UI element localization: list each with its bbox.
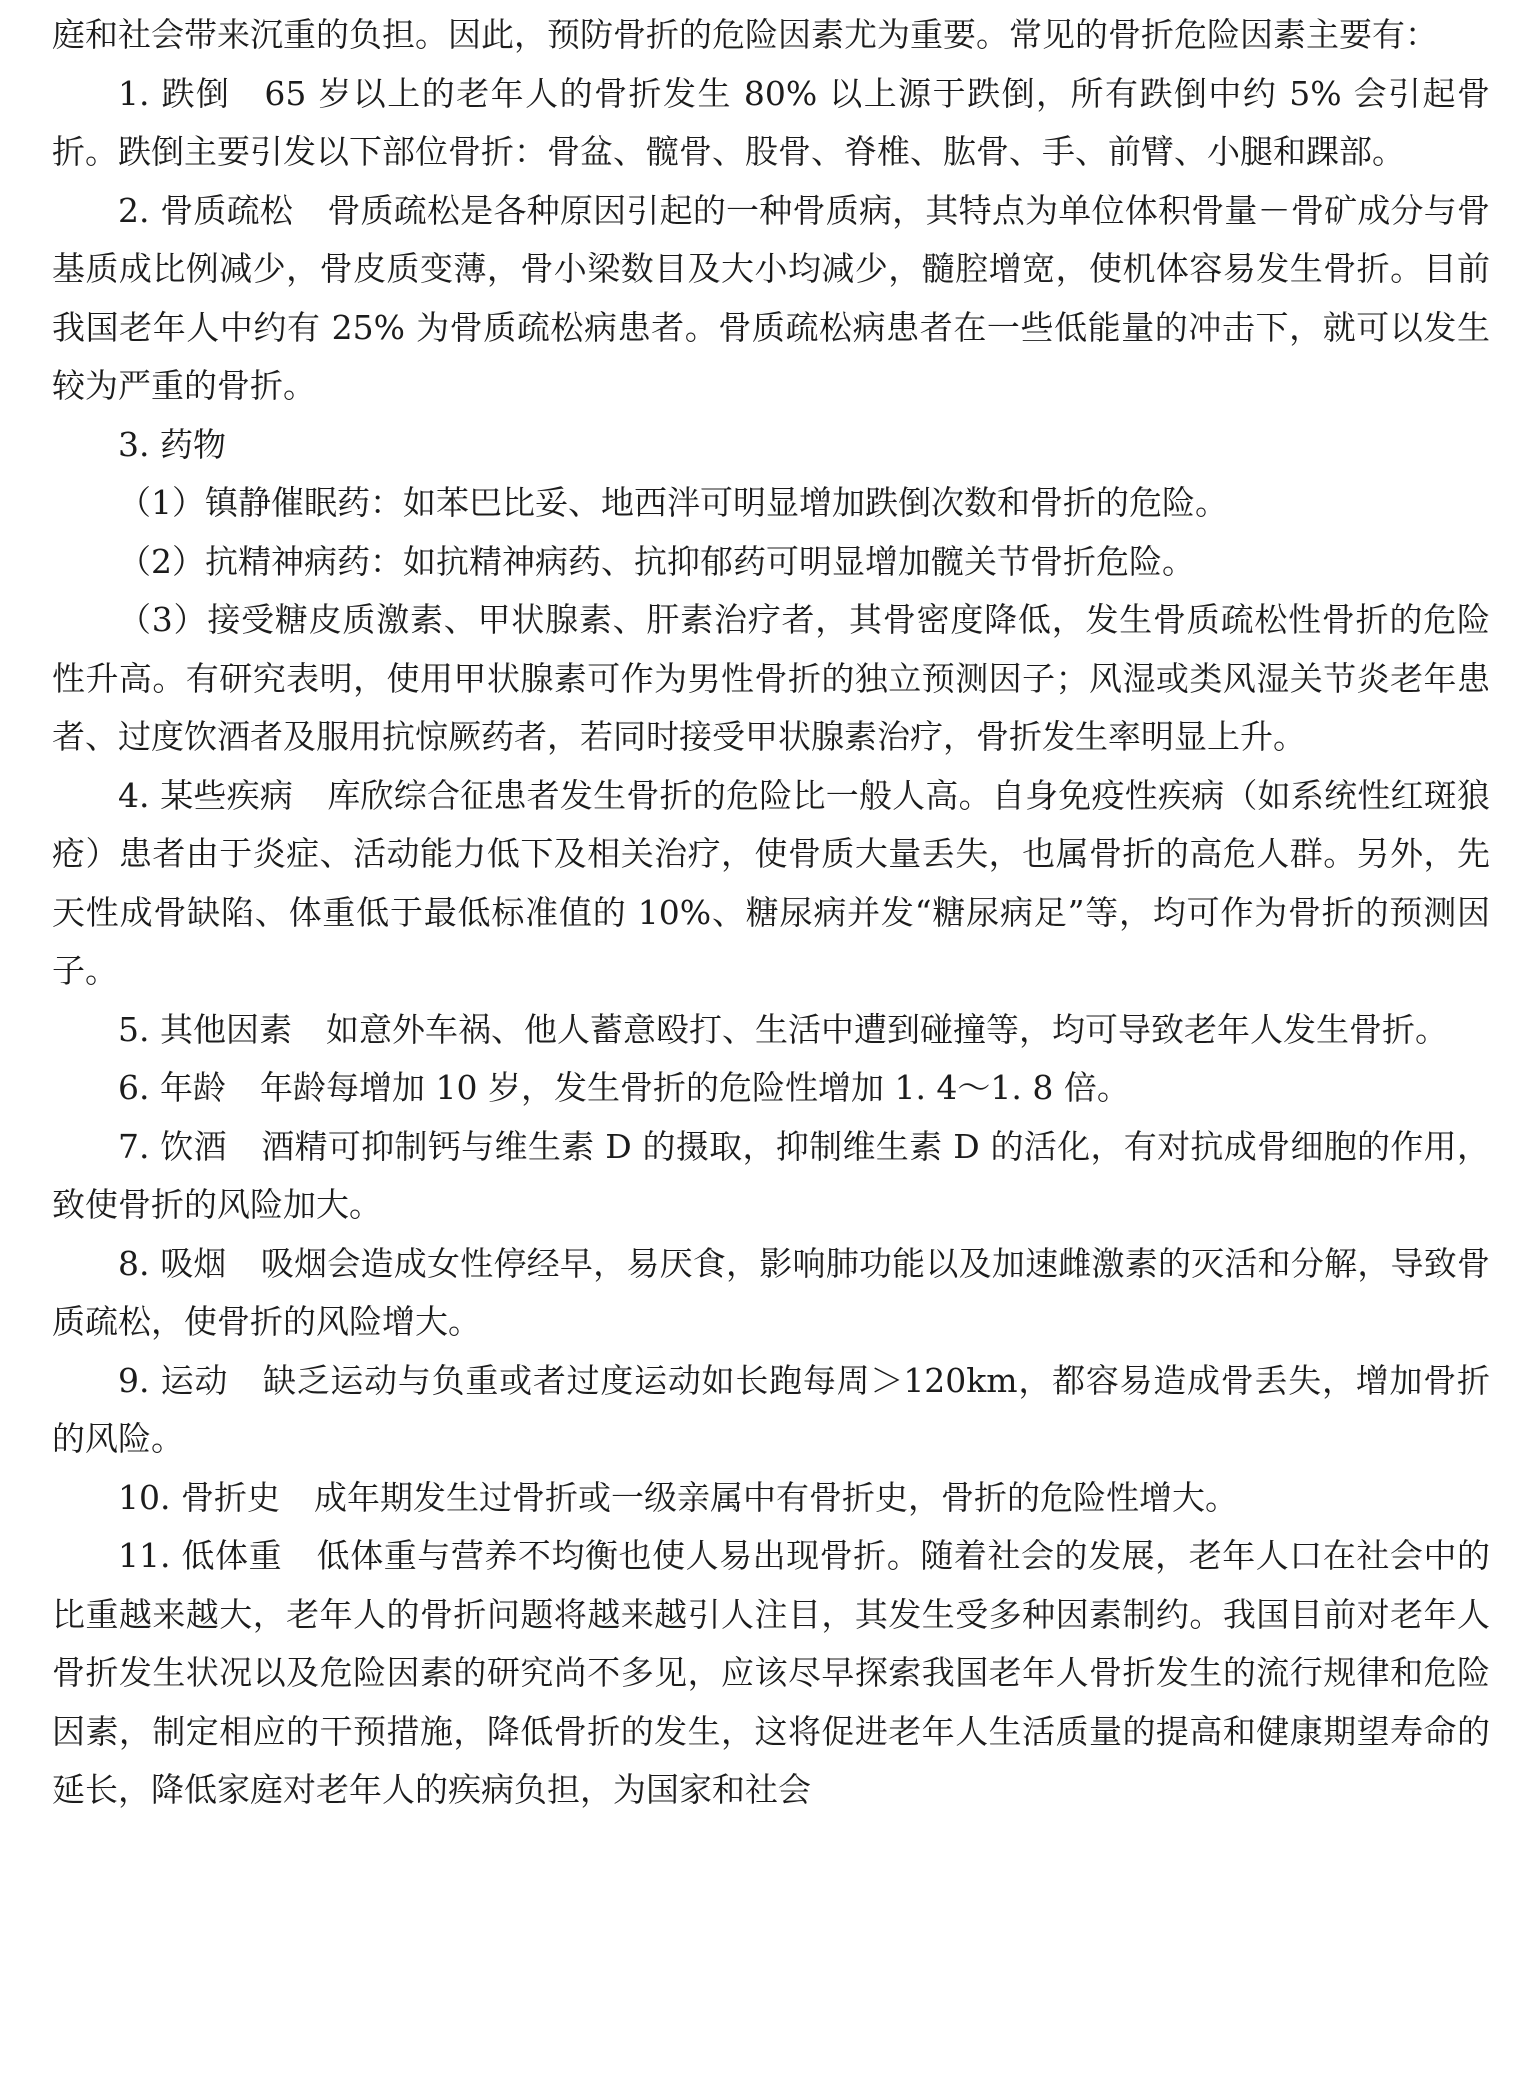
item-heading: 9. 运动 [118,1360,229,1400]
item-heading: 7. 饮酒 [118,1126,227,1166]
item-falls [52,65,1490,182]
item-body: 吸烟会造成女性停经早，易厌食，影响肺功能以及加速雌激素的灭活和分解，导致骨质疏松，使骨折的风险增大。 [52,1243,1490,1341]
drug-subitem: （2）抗精神病药：如抗精神病药、抗抑郁药可明显增加髋关节骨折危险。 [118,541,1195,581]
item-alcohol [52,1118,1490,1235]
drug-subitem: （3）接受糖皮质激素、甲状腺素、肝素治疗者，其骨密度降低，发生骨质疏松性骨折的危险性升高。有研究表明，使用甲状腺素可作为男性骨折的独立预测因子；风湿或类风湿关节炎老年患者、过度饮酒者及服用抗惊厥药者，若同时接受甲状腺素治疗，骨折发生率明显上升。 [52,600,1490,756]
item-other-factors [52,1001,1490,1060]
intro-paragraph: 庭和社会带来沉重的负担。因此，预防骨折的危险因素尤为重要。常见的骨折危险因素主要有： [52,15,1438,54]
item-low-weight [52,1527,1490,1820]
item-fracture-history [52,1469,1490,1528]
item-heading: 8. 吸烟 [118,1243,227,1283]
item-drugs [52,416,1490,475]
item-exercise [52,1352,1490,1469]
item-body: 酒精可抑制钙与维生素 D 的摄取，抑制维生素 D 的活化，有对抗成骨细胞的作用，致使骨折的风险加大。 [52,1126,1490,1224]
item-heading: 1. 跌倒 [118,73,231,113]
item-body: 65 岁以上的老年人的骨折发生 80% 以上源于跌倒，所有跌倒中约 5% 会引起骨折。跌倒主要引发以下部位骨折：骨盆、髋骨、股骨、脊椎、肱骨、手、前臂、小腿和踝部。 [52,73,1490,171]
item-diseases [52,767,1490,1001]
item-body: 如意外车祸、他人蓄意殴打、生活中遭到碰撞等，均可导致老年人发生骨折。 [325,1009,1448,1049]
item-heading: 6. 年龄 [118,1068,226,1107]
item-heading: 4. 某些疾病 [118,775,294,815]
item-body: 缺乏运动与负重或者过度运动如长跑每周＞120km，都容易造成骨丢失，增加骨折的风险。 [52,1360,1490,1458]
item-heading: 2. 骨质疏松 [118,190,294,230]
item-heading: 5. 其他因素 [118,1009,292,1049]
item-body: 库欣综合征患者发生骨折的危险比一般人高。自身免疫性疾病（如系统性红斑狼疮）患者由于炎症、活动能力低下及相关治疗，使骨质大量丢失，也属骨折的高危人群。另外，先天性成骨缺陷、体重低于最低标准值的 10%、糖尿病并发“糖尿病足”等，均可作为骨折的预测因子。 [52,775,1490,990]
item-smoking [52,1235,1490,1352]
item-body: 年龄每增加 10 岁，发生骨折的危险性增加 1. 4～1. 8 倍。 [259,1068,1130,1107]
item-heading: 10. 骨折史 [118,1477,280,1517]
item-heading: 11. 低体重 [118,1536,283,1575]
item-osteoporosis [52,182,1490,416]
drug-subitem: （1）镇静催眠药：如苯巴比妥、地西泮可明显增加跌倒次数和骨折的危险。 [118,483,1228,522]
item-heading: 3. 药物 [118,424,226,464]
item-body: 低体重与营养不均衡也使人易出现骨折。随着社会的发展，老年人口在社会中的比重越来越大，老年人的骨折问题将越来越引人注目，其发生受多种因素制约。我国目前对老年人骨折发生状况以及危险因素的研究尚不多见，应该尽早探索我国老年人骨折发生的流行规律和危险因素，制定相应的干预措施，降低骨折的发生，这将促进老年人生活质量的提高和健康期望寿命的延长，降低家庭对老年人的疾病负担，为国家和社会 [52,1536,1491,1809]
item-body: 骨质疏松是各种原因引起的一种骨质病，其特点为单位体积骨量－骨矿成分与骨基质成比例减少，骨皮质变薄，骨小梁数目及大小均减少，髓腔增宽，使机体容易发生骨折。目前我国老年人中约有 25% 为骨质疏松病患者。骨质疏松病患者在一些低能量的冲击下，就可以发生较为严重的骨折。 [52,190,1490,405]
item-age [52,1059,1490,1118]
document-page [52,6,1490,1820]
item-body: 成年期发生过骨折或一级亲属中有骨折史，骨折的危险性增大。 [313,1477,1238,1517]
